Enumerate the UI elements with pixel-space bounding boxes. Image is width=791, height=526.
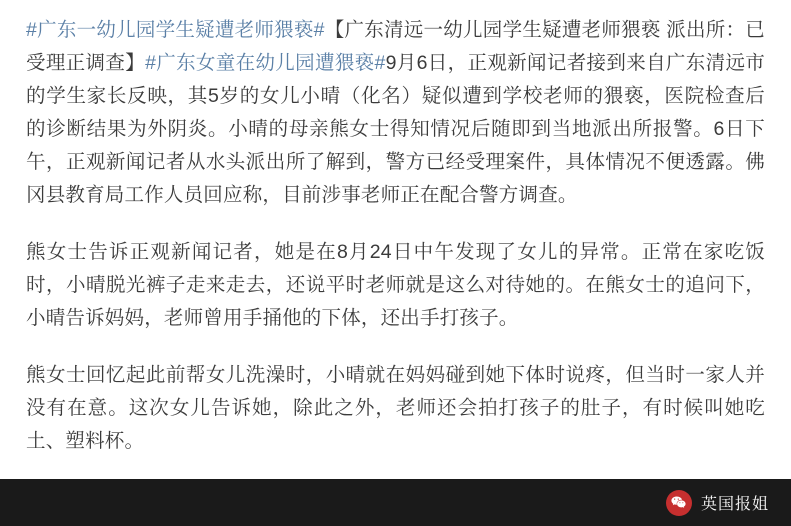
footer-bar bbox=[0, 479, 791, 526]
hashtag-link[interactable]: #广东一幼儿园学生疑遭老师猥亵# bbox=[26, 19, 325, 41]
paragraph-text: 熊女士告诉正观新闻记者，她是在8月24日中午发现了女儿的异常。正常在家吃饭时，小晴脱光裤子走来走去，还说平时老师就是这么对待她的。在熊女士的追问下，小晴告诉妈妈，老师曾用手捅他的下体，还出手打孩子。 bbox=[26, 241, 765, 329]
paragraph-text: 【广东清远一幼儿园学生疑遭老师猥亵 派出所：已受理正调查】 bbox=[26, 19, 765, 74]
paragraph-text: 熊女士回忆起此前帮女儿洗澡时，小晴就在妈妈碰到她下体时说疼，但当时一家人并没有在意。这次女儿告诉她，除此之外，老师还会拍打孩子的肚子，有时候叫她吃土、塑料杯。 bbox=[26, 364, 765, 452]
article-paragraph bbox=[26, 359, 765, 458]
paragraph-text: 9月6日，正观新闻记者接到来自广东清远市的学生家长反映，其5岁的女儿小晴（化名）疑似遭到学校老师的猥亵，医院检查后的诊断结果为外阴炎。小晴的母亲熊女士得知情况后随即到当地派出所报警。6日下午，正观新闻记者从水头派出所了解到，警方已经受理案件，具体情况不便透露。佛冈县教育局工作人员回应称，目前涉事老师正在配合警方调查。 bbox=[26, 52, 765, 206]
footer-brand-label: 英国报姐 bbox=[700, 496, 769, 513]
article-paragraph bbox=[26, 14, 765, 212]
article-paragraph bbox=[26, 236, 765, 335]
hashtag-link[interactable]: #广东女童在幼儿园遭猥亵# bbox=[145, 52, 386, 74]
footer-brand bbox=[666, 490, 769, 516]
wechat-icon bbox=[666, 490, 692, 516]
